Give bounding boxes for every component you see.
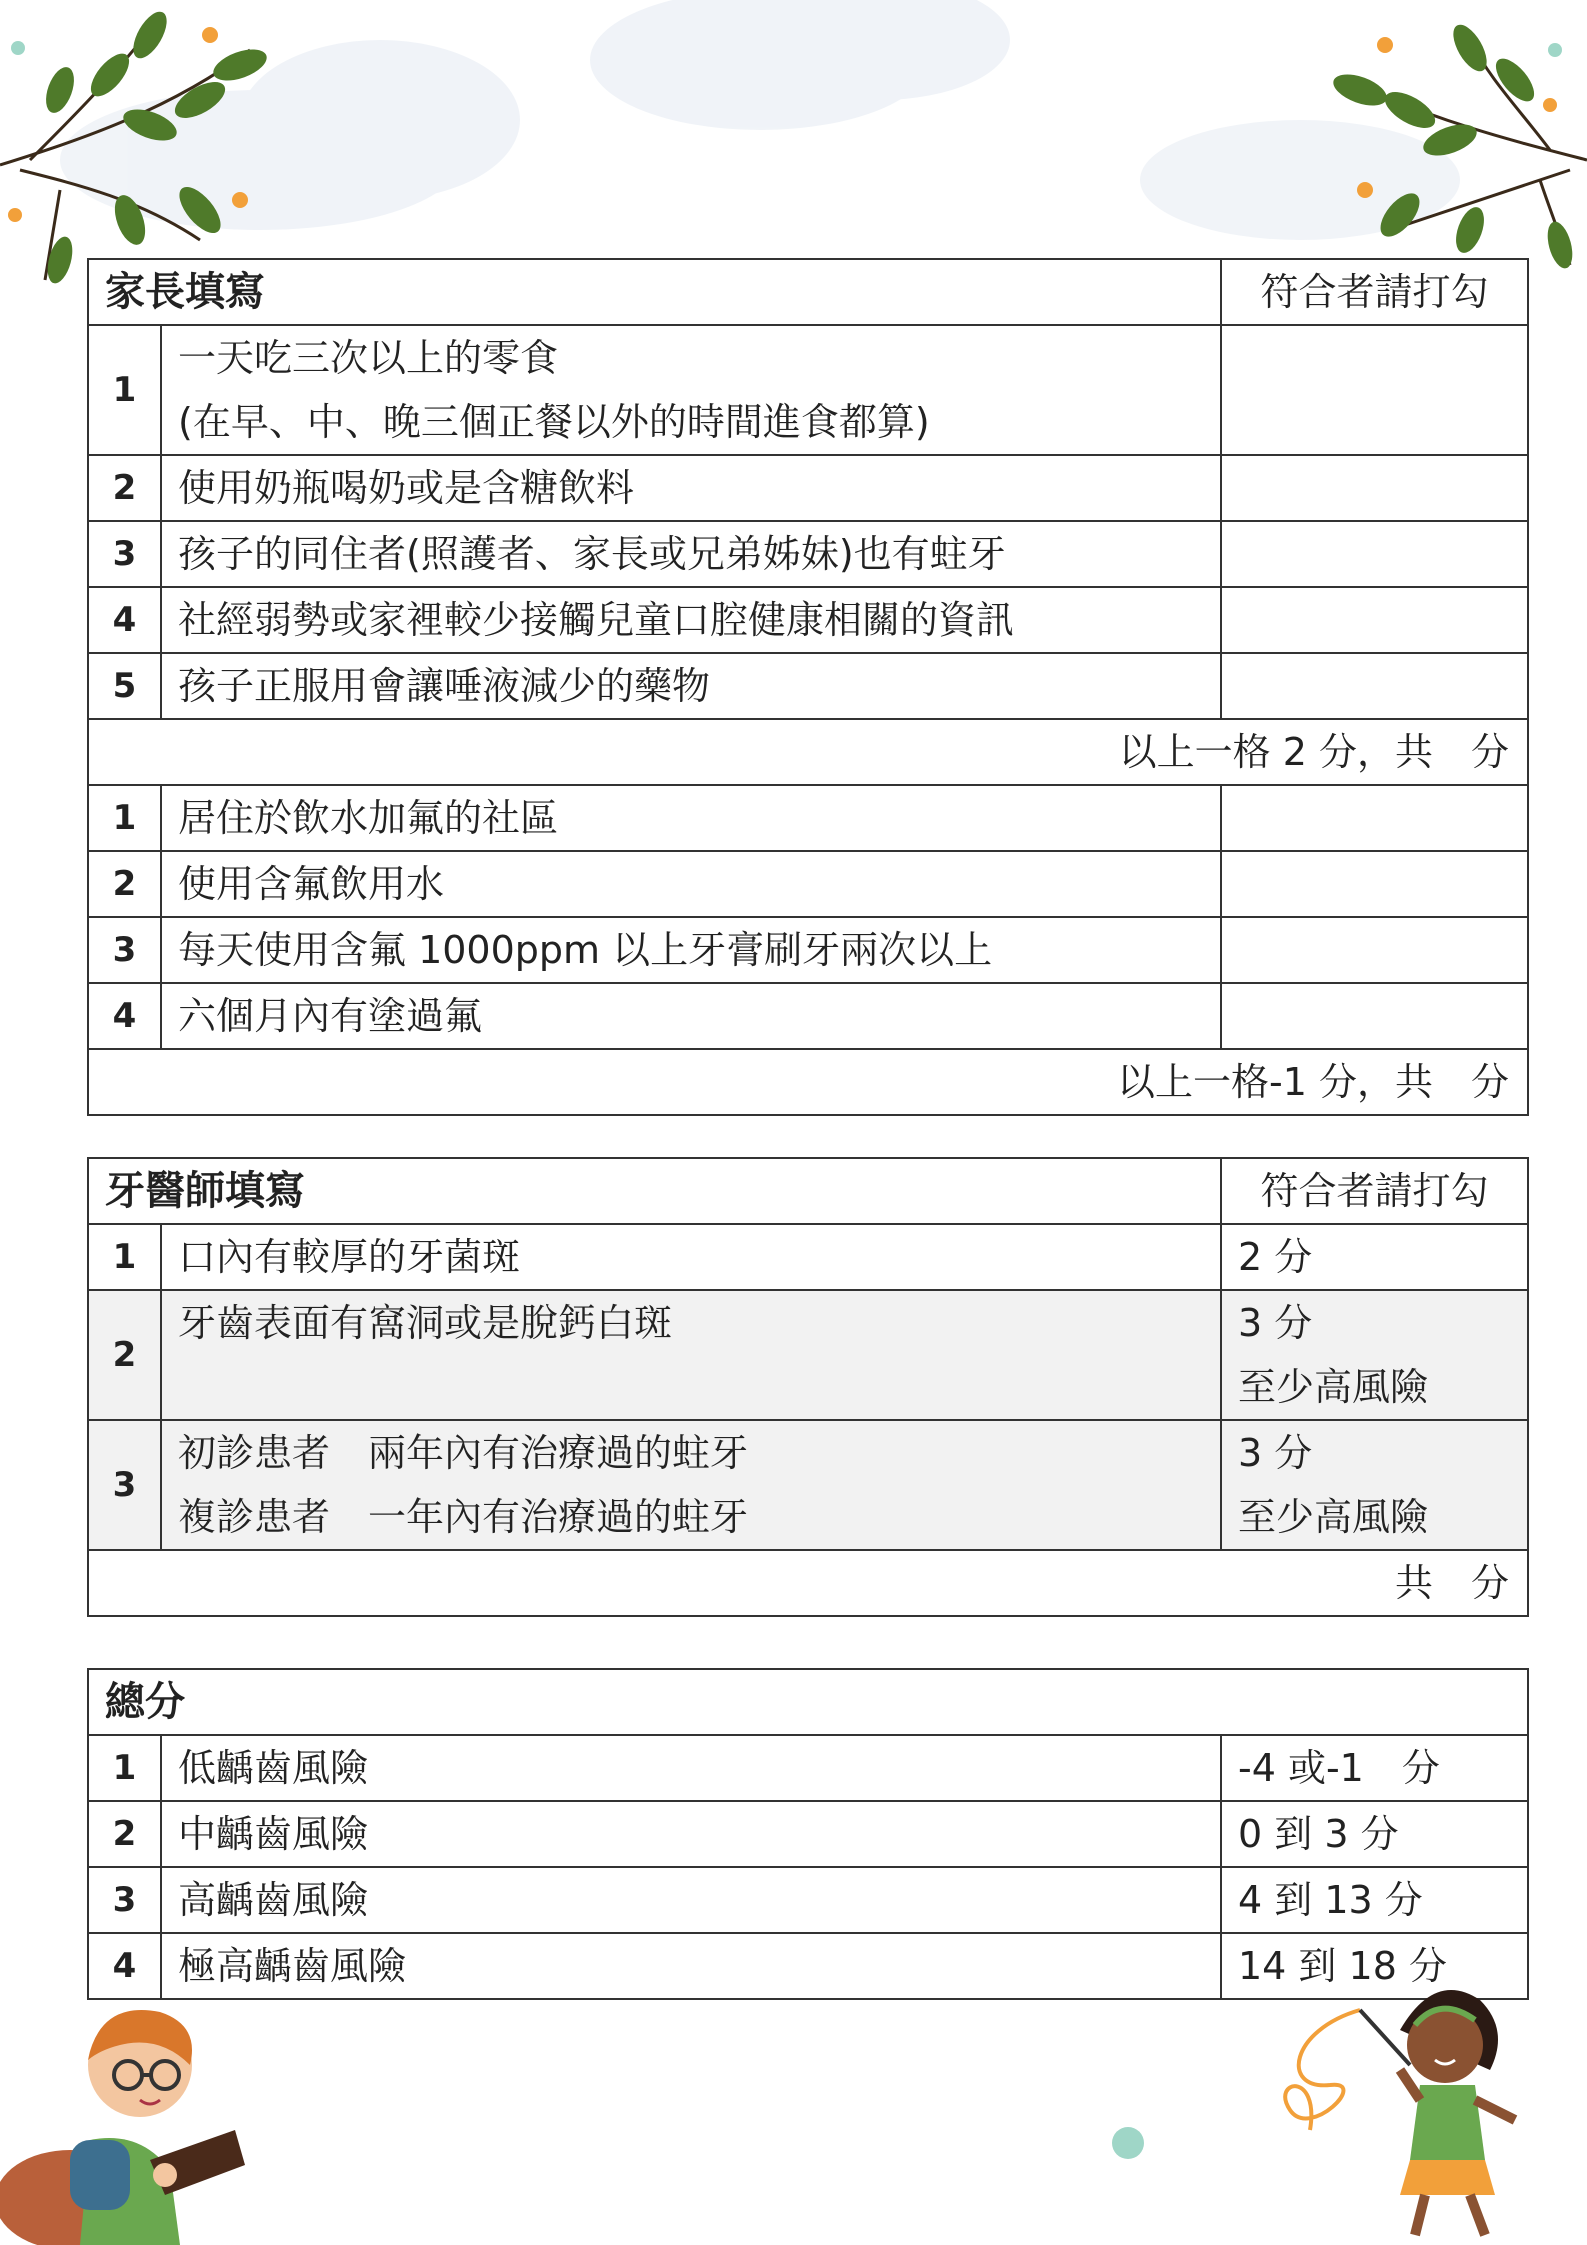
check-column-header: 符合者請打勾 — [1221, 1158, 1528, 1224]
risk-subtotal-row — [88, 719, 1528, 785]
risk-item-row — [88, 521, 1528, 587]
check-cell[interactable] — [1221, 785, 1528, 851]
item-score-line: 至少高風險 — [1238, 1495, 1429, 1539]
protective-item-row — [88, 851, 1528, 917]
total-section-title: 總分 — [88, 1669, 1528, 1735]
check-cell[interactable] — [1221, 653, 1528, 719]
check-cell[interactable] — [1221, 587, 1528, 653]
teal-dot-decoration — [1110, 2125, 1146, 2161]
item-text: 每天使用含氟 1000ppm 以上牙膏刷牙兩次以上 — [161, 917, 1221, 983]
dentist-item-row — [88, 1420, 1528, 1550]
item-number: 1 — [88, 1224, 161, 1290]
item-text — [161, 1420, 1221, 1550]
protective-item-row — [88, 983, 1528, 1049]
total-item-row — [88, 1867, 1528, 1933]
protective-item-row — [88, 917, 1528, 983]
risk-level-label: 中齲齒風險 — [161, 1801, 1221, 1867]
item-text: 口內有較厚的牙菌斑 — [161, 1224, 1221, 1290]
dentist-subtotal: 共 分 — [88, 1550, 1528, 1616]
item-number: 2 — [88, 1801, 161, 1867]
parent-header-row — [88, 259, 1528, 325]
item-text: 六個月內有塗過氟 — [161, 983, 1221, 1049]
item-number: 4 — [88, 983, 161, 1049]
item-number: 3 — [88, 917, 161, 983]
check-cell[interactable] — [1221, 325, 1528, 455]
girl-ribbon-illustration — [1250, 1970, 1550, 2245]
parent-checklist-table — [87, 258, 1529, 1116]
check-cell[interactable] — [1221, 521, 1528, 587]
item-number: 5 — [88, 653, 161, 719]
item-text-line: (在早、中、晚三個正餐以外的時間進食都算) — [178, 400, 930, 444]
total-item-row — [88, 1801, 1528, 1867]
total-score-table — [87, 1668, 1529, 2000]
item-number: 4 — [88, 587, 161, 653]
protective-subtotal-row — [88, 1049, 1528, 1115]
check-cell[interactable] — [1221, 851, 1528, 917]
item-number: 2 — [88, 1290, 161, 1420]
item-text: 使用奶瓶喝奶或是含糖飲料 — [161, 455, 1221, 521]
item-number: 4 — [88, 1933, 161, 1999]
risk-level-label: 低齲齒風險 — [161, 1735, 1221, 1801]
item-score-line: 3 分 — [1238, 1431, 1313, 1475]
check-cell[interactable] — [1221, 455, 1528, 521]
risk-item-row — [88, 587, 1528, 653]
check-cell[interactable] — [1221, 917, 1528, 983]
risk-item-row — [88, 455, 1528, 521]
item-number: 2 — [88, 851, 161, 917]
risk-level-label: 高齲齒風險 — [161, 1867, 1221, 1933]
risk-subtotal: 以上一格 2 分，共 分 — [88, 719, 1528, 785]
parent-section-title: 家長填寫 — [88, 259, 1221, 325]
item-text-line: 一天吃三次以上的零食 — [178, 336, 559, 380]
check-cell[interactable] — [1221, 983, 1528, 1049]
protective-subtotal: 以上一格-1 分，共 分 — [88, 1049, 1528, 1115]
dentist-header-row — [88, 1158, 1528, 1224]
check-column-header: 符合者請打勾 — [1221, 259, 1528, 325]
item-text — [161, 325, 1221, 455]
item-text-line: 牙齒表面有窩洞或是脫鈣白斑 — [178, 1301, 673, 1345]
item-text: 孩子的同住者(照護者、家長或兄弟姊妹)也有蛀牙 — [161, 521, 1221, 587]
score-range: 14 到 18 分 — [1221, 1933, 1528, 1999]
item-number: 1 — [88, 325, 161, 455]
dentist-subtotal-row — [88, 1550, 1528, 1616]
item-score-line: 3 分 — [1238, 1301, 1313, 1345]
item-text: 孩子正服用會讓唾液減少的藥物 — [161, 653, 1221, 719]
leaf-branch-right-decoration — [1250, 20, 1587, 270]
risk-level-label: 極高齲齒風險 — [161, 1933, 1221, 1999]
item-number: 3 — [88, 1420, 161, 1550]
item-number: 2 — [88, 455, 161, 521]
leaf-branch-left-decoration — [0, 10, 360, 300]
boy-reading-illustration — [0, 1990, 260, 2245]
item-number: 1 — [88, 1735, 161, 1801]
item-text: 使用含氟飲用水 — [161, 851, 1221, 917]
total-header-row — [88, 1669, 1528, 1735]
score-range: 4 到 13 分 — [1221, 1867, 1528, 1933]
dentist-checklist-table — [87, 1157, 1529, 1617]
item-score — [1221, 1290, 1528, 1420]
item-text-line: 初診患者 兩年內有治療過的蛀牙 — [178, 1431, 749, 1475]
dentist-item-row — [88, 1224, 1528, 1290]
item-score: 2 分 — [1221, 1224, 1528, 1290]
item-number: 3 — [88, 521, 161, 587]
risk-item-row — [88, 325, 1528, 455]
item-text: 居住於飲水加氟的社區 — [161, 785, 1221, 851]
risk-item-row — [88, 653, 1528, 719]
dentist-section-title: 牙醫師填寫 — [88, 1158, 1221, 1224]
total-item-row — [88, 1735, 1528, 1801]
item-text: 社經弱勢或家裡較少接觸兒童口腔健康相關的資訊 — [161, 587, 1221, 653]
item-number: 3 — [88, 1867, 161, 1933]
score-range: 0 到 3 分 — [1221, 1801, 1528, 1867]
protective-item-row — [88, 785, 1528, 851]
item-text — [161, 1290, 1221, 1420]
dentist-item-row — [88, 1290, 1528, 1420]
score-range: -4 或-1 分 — [1221, 1735, 1528, 1801]
item-number: 1 — [88, 785, 161, 851]
item-score — [1221, 1420, 1528, 1550]
item-text-line: 複診患者 一年內有治療過的蛀牙 — [178, 1495, 749, 1539]
item-score-line: 至少高風險 — [1238, 1365, 1429, 1409]
